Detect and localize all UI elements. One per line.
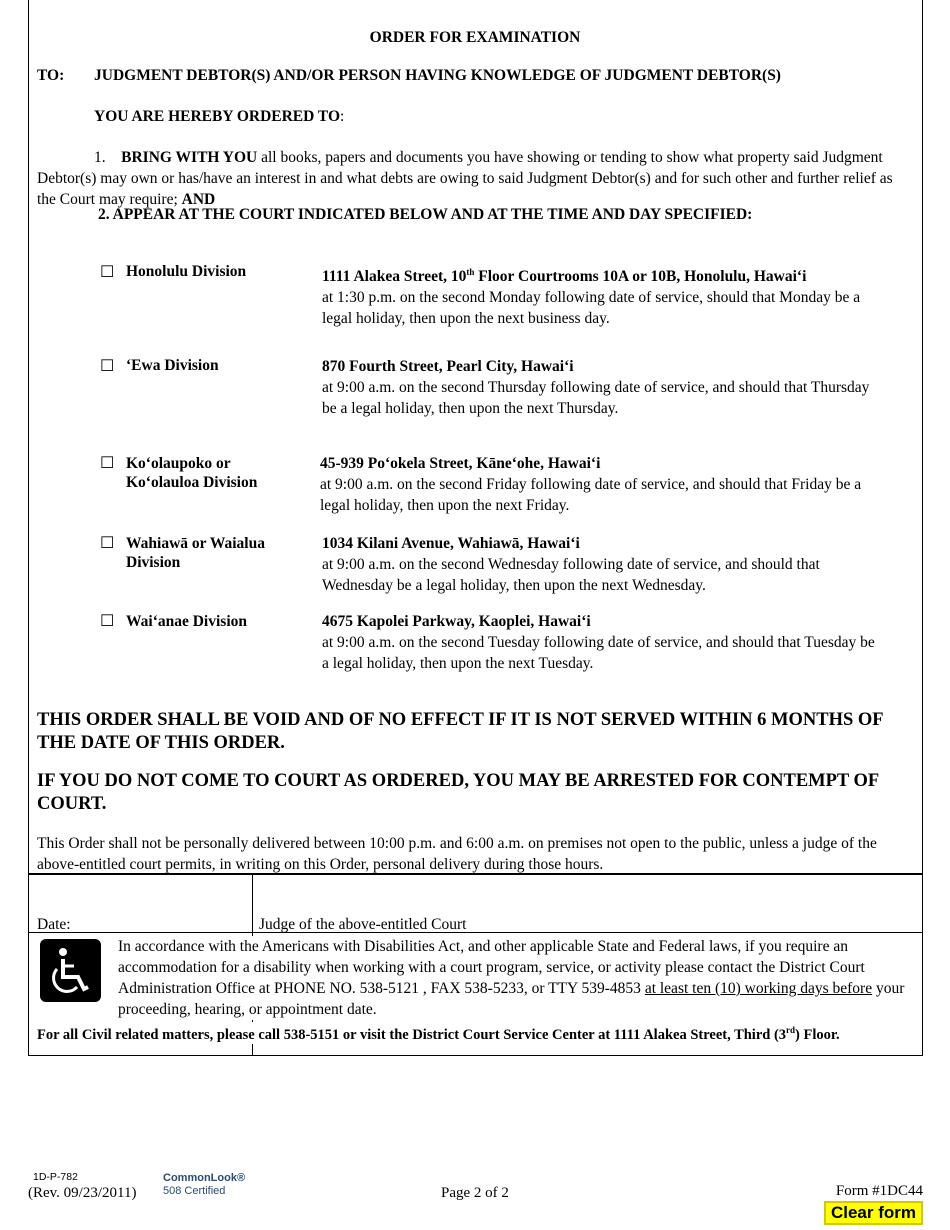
division-name: ʻEwa Division (126, 357, 219, 374)
form-number: Form #1DC44 (835, 1183, 923, 1199)
clear-form-button[interactable]: Clear form (824, 1201, 923, 1225)
page-title: ORDER FOR EXAMINATION (369, 29, 581, 46)
civil-notice: For all Civil related matters, please call 538-5151 or visit the District Court Service Center at 1111 Alakea Street, Third (3rd) Floor. (37, 1022, 907, 1044)
arrest-notice: IF YOU DO NOT COME TO COURT AS ORDERED, YOU MAY BE ARRESTED FOR CONTEMPT OF COURT. (37, 771, 879, 814)
to-text: JUDGMENT DEBTOR(S) AND/OR PERSON HAVING KNOWLEDGE OF JUDGMENT DEBTOR(S) (94, 67, 781, 84)
ada-notice: In accordance with the Americans with Disabilities Act, and other applicable State and Federal laws, if you require an accommodation for a disability when working with a court program, service, or activity please contact the District Court Administration Office at PHONE NO. 538-5121 , FAX 538-5233, or TTY 539-4853 at least ten (10) working days before your proceeding, hearing, or appointment date. (118, 936, 918, 1020)
signature-row (28, 873, 923, 933)
division-details: 1034 Kilani Avenue, Wahiawā, Hawaiʻi at 9:00 a.m. on the second Wednesday following date of service, and should that Wednesday be a legal holiday, then upon the next Wednesday. (322, 535, 820, 594)
division-details: 45-939 Poʻokela Street, Kāneʻohe, Hawaiʻi at 9:00 a.m. on the second Friday following date of service, and should that Friday be a legal holiday, then upon the next Friday. (320, 455, 862, 514)
ordered-heading: YOU ARE HEREBY ORDERED TO: (94, 108, 345, 125)
division-name: Wahiawā or Waialua Division (126, 535, 265, 571)
division-name: Waiʻanae Division (126, 613, 248, 630)
commonlook-logo: CommonLook® (163, 1172, 246, 1184)
ewa-checkbox[interactable]: ☐ (100, 358, 115, 375)
date-label: Date: (37, 916, 71, 933)
waianae-checkbox[interactable]: ☐ (100, 613, 115, 630)
koolaupoko-checkbox[interactable]: ☐ (100, 455, 115, 472)
item-2: 2. APPEAR AT THE COURT INDICATED BELOW AND AT THE TIME AND DAY SPECIFIED: (98, 206, 753, 223)
division-details: 870 Fourth Street, Pearl City, Hawaiʻi at 9:00 a.m. on the second Thursday following date of service, and should that Thursday be a legal holiday, then upon the next Thursday. (322, 358, 870, 417)
void-notice: THIS ORDER SHALL BE VOID AND OF NO EFFECT IF IT IS NOT SERVED WITHIN 6 MONTHS OF THE DATE OF THIS ORDER. (37, 710, 883, 753)
division-details: 1111 Alakea Street, 10th Floor Courtrooms 10A or 10B, Honolulu, Hawaiʻi at 1:30 p.m. on the second Monday following date of service, should that Monday be a legal holiday, then upon the next business day. (322, 267, 861, 328)
to-label: TO: (37, 67, 65, 84)
delivery-notice: This Order shall not be personally delivered between 10:00 p.m. and 6:00 a.m. on premises not open to the public, unless a judge of the above-entitled court permits, in writing on this Order, personal delivery during those hours. (37, 835, 877, 873)
judge-label: Judge of the above-entitled Court (259, 916, 467, 933)
division-name: Koʻolaupoko or Koʻolauloa Division (126, 455, 258, 491)
item-1: 1. BRING WITH YOU all books, papers and documents you have showing or tending to show what property said Judgment Debtor(s) may own or has/have an interest in and what debts are owing to said Judgment Debtor(s) and for such other and further relief as the Court may require; AND (37, 149, 893, 208)
division-details: 4675 Kapolei Parkway, Kaoplei, Hawaiʻi at 9:00 a.m. on the second Tuesday following date of service, and should that Tuesday be a legal holiday, then upon the next Tuesday. (322, 613, 875, 672)
page-number: Page 2 of 2 (441, 1185, 509, 1201)
revision-date: (Rev. 09/23/2011) (28, 1185, 137, 1201)
wahiawa-checkbox[interactable]: ☐ (100, 535, 115, 552)
form-code: 1D-P-782 (33, 1171, 78, 1183)
accessibility-icon (40, 939, 101, 1002)
honolulu-checkbox[interactable]: ☐ (100, 264, 115, 281)
division-name: Honolulu Division (126, 263, 247, 280)
commonlook-cert: 508 Certified (163, 1185, 226, 1197)
